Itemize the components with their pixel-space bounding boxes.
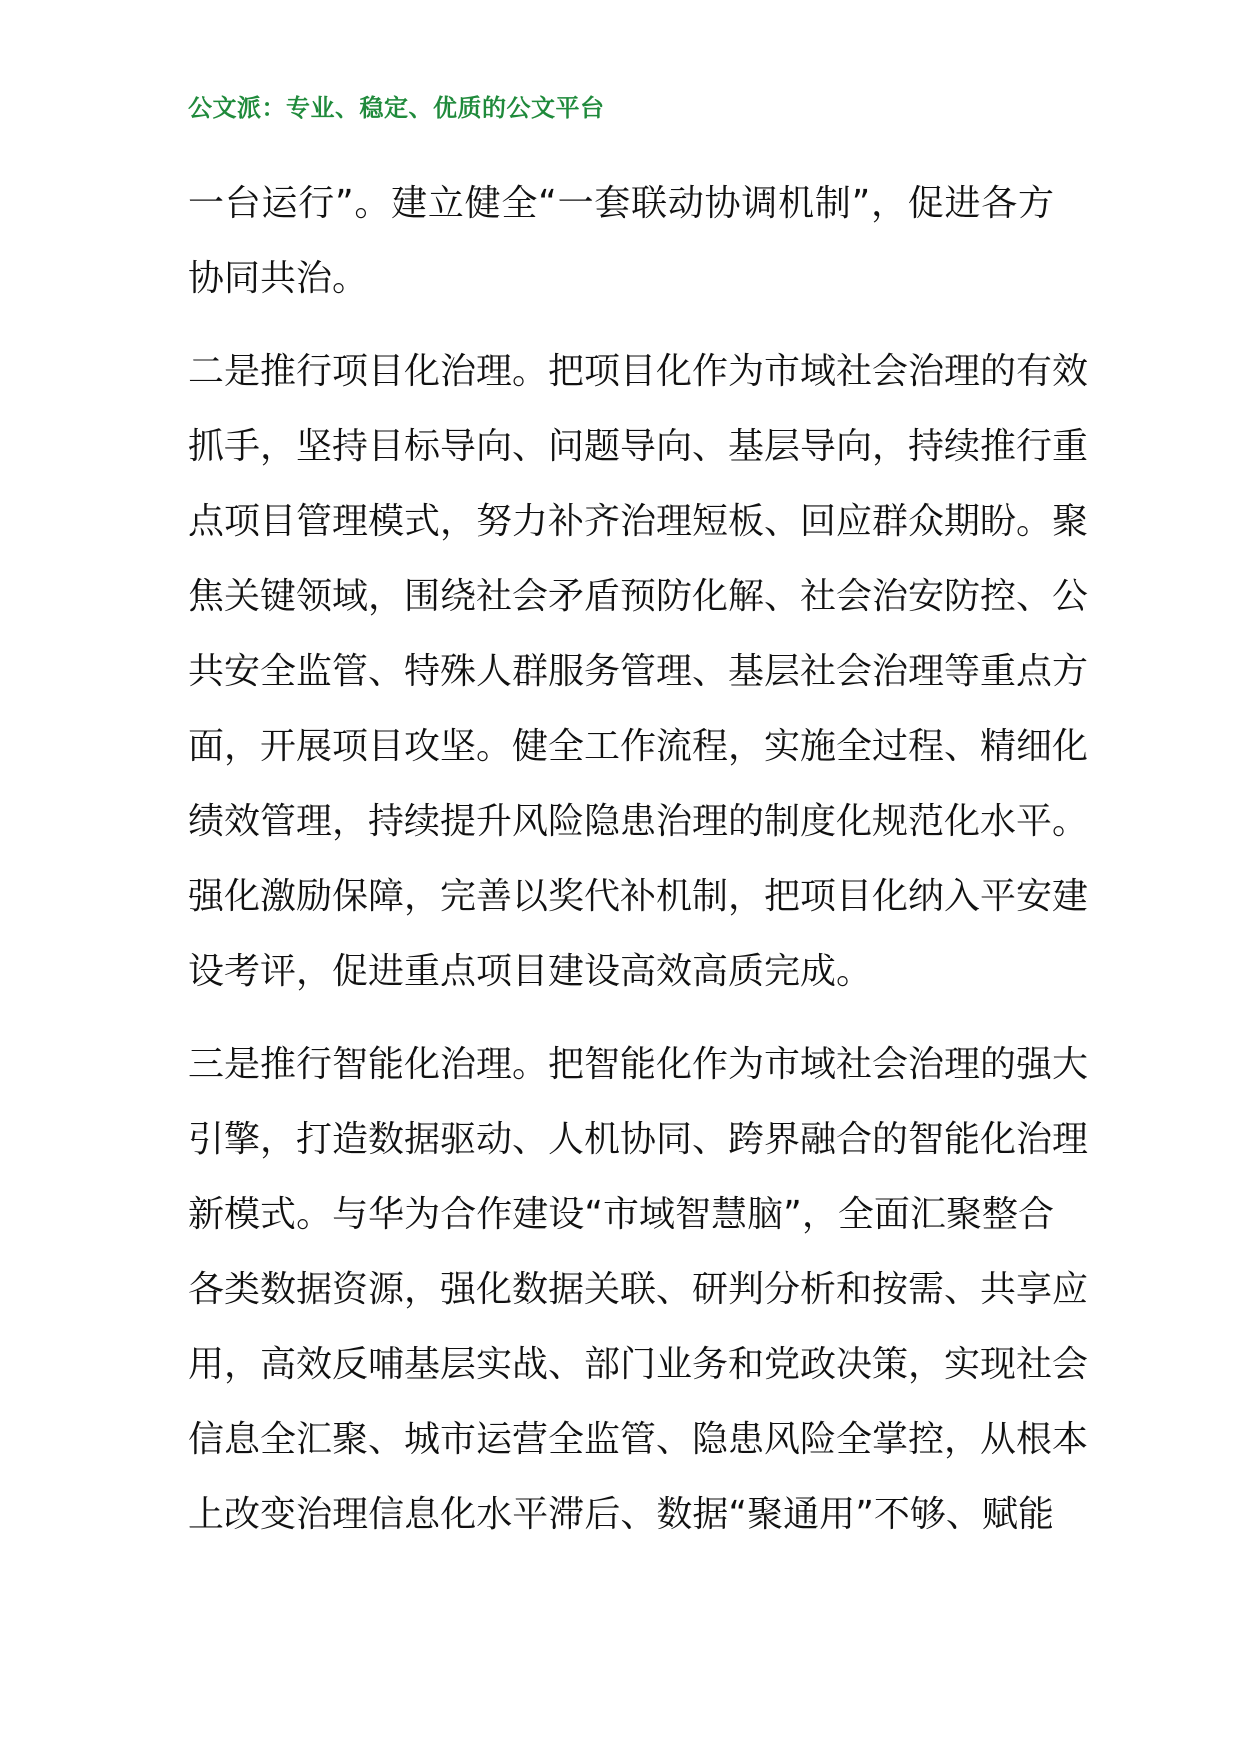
text-line: 点项目管理模式，努力补齐治理短板、回应群众期盼。聚 [188,501,1089,542]
text-line: 面，开展项目攻坚。健全工作流程，实施全过程、精细化 [188,726,1089,767]
text-line: 新模式。与华为合作建设“市域智慧脑”，全面汇聚整合 [188,1194,1054,1235]
text-line: 焦关键领域，围绕社会矛盾预防化解、社会治安防控、公 [188,576,1089,617]
document-body [188,166,1089,1570]
site-header: 公文派：专业、稳定、优质的公文平台 [188,94,605,122]
text-line: 绩效管理，持续提升风险隐患治理的制度化规范化水平。 [188,801,1089,842]
text-line: 设考评，促进重点项目建设高效高质完成。 [188,951,873,992]
text-line: 二是推行项目化治理。把项目化作为市域社会治理的有效 [188,351,1089,392]
text-line: 强化激励保障，完善以奖代补机制，把项目化纳入平安建 [188,876,1089,917]
text-line: 引擎，打造数据驱动、人机协同、跨界融合的智能化治理 [188,1119,1089,1160]
paragraph-1 [188,166,1054,316]
text-line: 共安全监管、特殊人群服务管理、基层社会治理等重点方 [188,651,1089,692]
text-line: 一台运行”。建立健全“一套联动协调机制”，促进各方 [188,183,1054,224]
paragraph-3 [188,1027,1089,1552]
text-line: 各类数据资源，强化数据关联、研判分析和按需、共享应 [188,1269,1089,1310]
text-line: 信息全汇聚、城市运营全监管、隐患风险全掌控，从根本 [188,1419,1089,1460]
text-line: 上改变治理信息化水平滞后、数据“聚通用”不够、赋能 [188,1494,1054,1535]
text-line: 抓手，坚持目标导向、问题导向、基层导向，持续推行重 [188,426,1089,467]
text-line: 用，高效反哺基层实战、部门业务和党政决策，实现社会 [188,1344,1089,1385]
text-line: 三是推行智能化治理。把智能化作为市域社会治理的强大 [188,1044,1089,1085]
text-line: 协同共治。 [188,258,369,299]
paragraph-2 [188,334,1089,1009]
